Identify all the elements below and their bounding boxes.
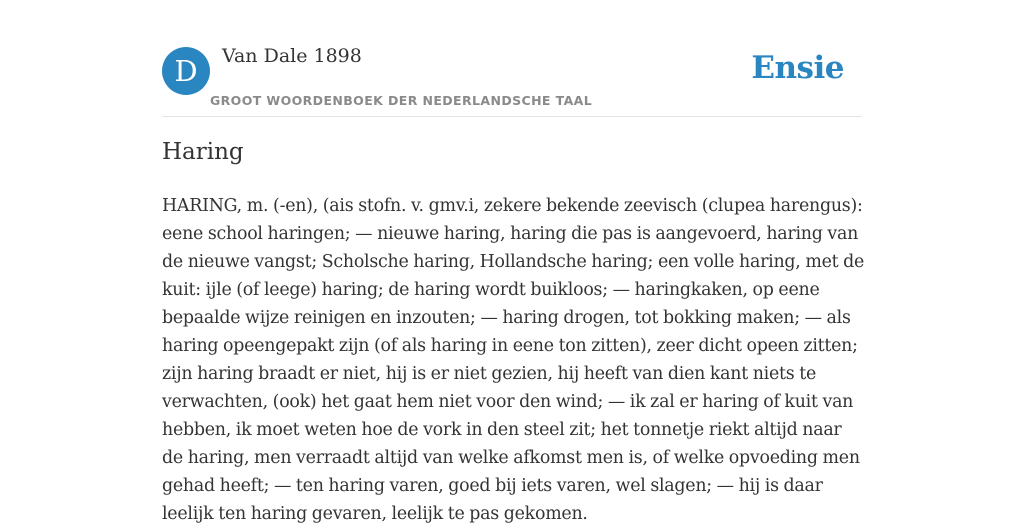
site-header <box>162 0 862 117</box>
brand-logo[interactable]: Ensie <box>751 50 844 86</box>
source-title[interactable]: Van Dale 1898 <box>222 45 362 67</box>
entry-definition: HARING, m. (-en), (ais stofn. v. gmv.i, zekere bekende zeevisch (clupea harengus): eene school haringen; — nieuwe haring, haring die pas is aangevoerd, haring van de nieuwe vangst; Scholsche haring, Hollandsche haring; een volle haring, met de kuit: ijle (of leege) haring; de haring wordt buikloos; — haringkaken, op eene bepaalde wijze reinigen en inzouten; — haring drogen, tot bokking maken; — als haring opeengepakt zijn (of als haring in eene ton zitten), zeer dicht opeen zitten; zijn haring braadt er niet, hij is er niet gezien, hij heeft van dien kant niets te verwachten, (ook) het gaat hem niet voor den wind; — ik zal er haring of kuit van hebben, ik moet weten hoe de vork in den steel zit; het tonnetje riekt altijd naar de haring, men verraadt altijd van welke afkomst men is, of welke opvoeding men gehad heeft; — ten haring varen, goed bij iets varen, wel slagen; — hij is daar leelijk ten haring gevaren, leelijk te pas gekomen. <box>162 196 865 524</box>
source-subtitle: GROOT WOORDENBOEK DER NEDERLANDSCHE TAAL <box>210 93 593 108</box>
dictionary-logo[interactable]: D <box>162 47 210 95</box>
entry-headword: Haring <box>162 139 244 165</box>
